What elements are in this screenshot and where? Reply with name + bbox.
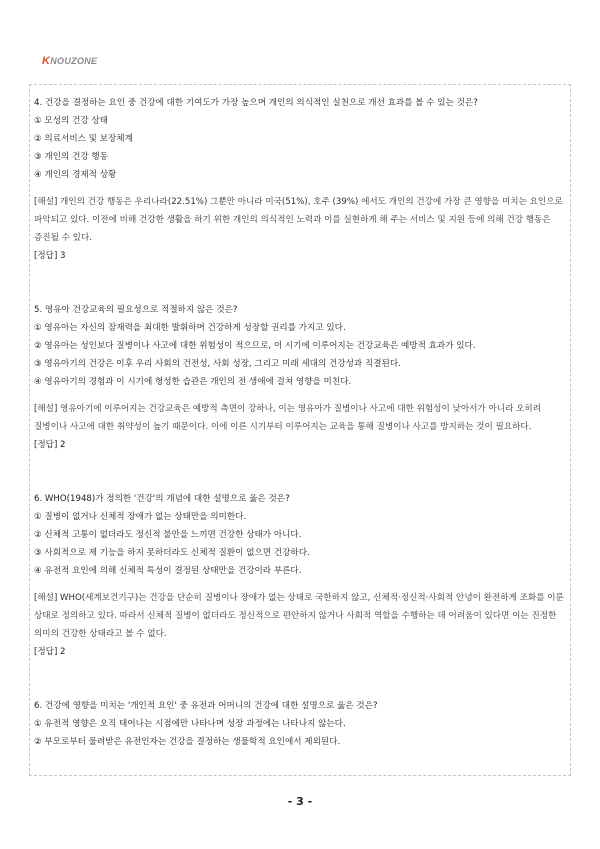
explanation: [해설] 개인의 건강 행동은 우리나라(22.51%) 그뿐만 아니라 미국(51%), 호주 (39%) 에서도 개인의 건강에 가장 큰 영향을 미치는 요인으로 파악되고 있다. 이전에 비해 건강한 생활을 하기 위한 개인의 의식적인 노력과 이를 실현하게 해 주는 서비스 및 지원 등에 의해 건강 행동은 증진될 수 있다. — [34, 197, 563, 243]
question-stem: 6. 건강에 영향을 미치는 '개인적 요인' 중 유전과 어머니의 건강에 대한 설명으로 옳은 것은? — [34, 701, 378, 711]
explanation: [해설] WHO(세계보건기구)는 건강을 단순히 질병이나 장애가 없는 상태로 국한하지 않고, 신체적·정신적·사회적 안녕이 완전하게 조화를 이룬 상태로 정의하고 있다. 따라서 신체적 질병이 없더라도 정신적으로 편안하지 않거나 사회적 역할을 수행하는 데 어려움이 있다면 이는 진정한 의미의 건강한 상태라고 볼 수 없다. — [34, 593, 564, 639]
document-body — [34, 94, 566, 751]
explanation: [해설] 영유아기에 이루어지는 건강교육은 예방적 측면이 강하나, 이는 영유아가 질병이나 사고에 대한 위험성이 낮아서가 아니라 오히려 질병이나 사고에 대한 취약성이 높기 때문이다. 이에 이른 시기부터 이루어지는 교육을 통해 질병이나 사고를 방지하는 것이 필요하다. — [34, 404, 542, 432]
option: ① 영유아는 자신의 잠재력을 최대한 발휘하며 건강하게 성장할 권리를 가지고 있다. — [34, 323, 346, 333]
question-5 — [34, 301, 566, 454]
question-stem: 6. WHO(1948)가 정의한 '건강'의 개념에 대한 설명으로 옳은 것은? — [34, 494, 290, 504]
option: ③ 영유아기의 건강은 이후 우리 사회의 건전성, 사회 성장, 그리고 미래 세대의 건강성과 직결된다. — [34, 359, 401, 369]
option: ④ 유전적 요인에 의해 신체적 특성이 결정된 상태만을 건강이라 부른다. — [34, 566, 302, 576]
question-6b — [34, 697, 566, 751]
option: ① 모성의 건강 상태 — [34, 116, 109, 126]
knouzone-logo: KNOUZONE — [42, 55, 98, 67]
option: ② 영유아는 성인보다 질병이나 사고에 대한 위험성이 적으므로, 이 시기에 이루어지는 건강교육은 예방적 효과가 있다. — [34, 341, 476, 351]
question-stem: 4. 건강을 결정하는 요인 중 건강에 대한 기여도가 가장 높으며 개인의 의식적인 실천으로 개선 효과를 볼 수 있는 것은? — [34, 98, 478, 108]
option: ③ 사회적으로 제 기능을 하지 못하더라도 신체적 질환이 없으면 건강하다. — [34, 548, 310, 558]
question-4 — [34, 94, 566, 265]
question-6 — [34, 490, 566, 661]
page-number: - 3 - — [287, 795, 313, 808]
answer: [정답] 3 — [34, 251, 66, 261]
option: ① 질병이 없거나 신체적 장애가 없는 상태만을 의미한다. — [34, 512, 247, 522]
option: ② 의료서비스 및 보장체계 — [34, 134, 133, 144]
option: ② 부모로부터 물려받은 유전인자는 건강을 결정하는 생물학적 요인에서 제외된다. — [34, 737, 341, 747]
answer: [정답] 2 — [34, 440, 66, 450]
question-stem: 5. 영유아 건강교육의 필요성으로 적절하지 않은 것은? — [34, 305, 238, 315]
answer: [정답] 2 — [34, 647, 66, 657]
option: ③ 개인의 건강 행동 — [34, 152, 109, 162]
option: ④ 영유아기의 경험과 이 시기에 형성한 습관은 개인의 전 생애에 걸쳐 영향을 미친다. — [34, 377, 352, 387]
option: ① 유전적 영향은 오직 태어나는 시점에만 나타나며 성장 과정에는 나타나지 않는다. — [34, 719, 346, 729]
option: ④ 개인의 경제적 상황 — [34, 170, 117, 180]
option: ② 신체적 고통이 없더라도 정신적 불안을 느끼면 건강한 상태가 아니다. — [34, 530, 302, 540]
